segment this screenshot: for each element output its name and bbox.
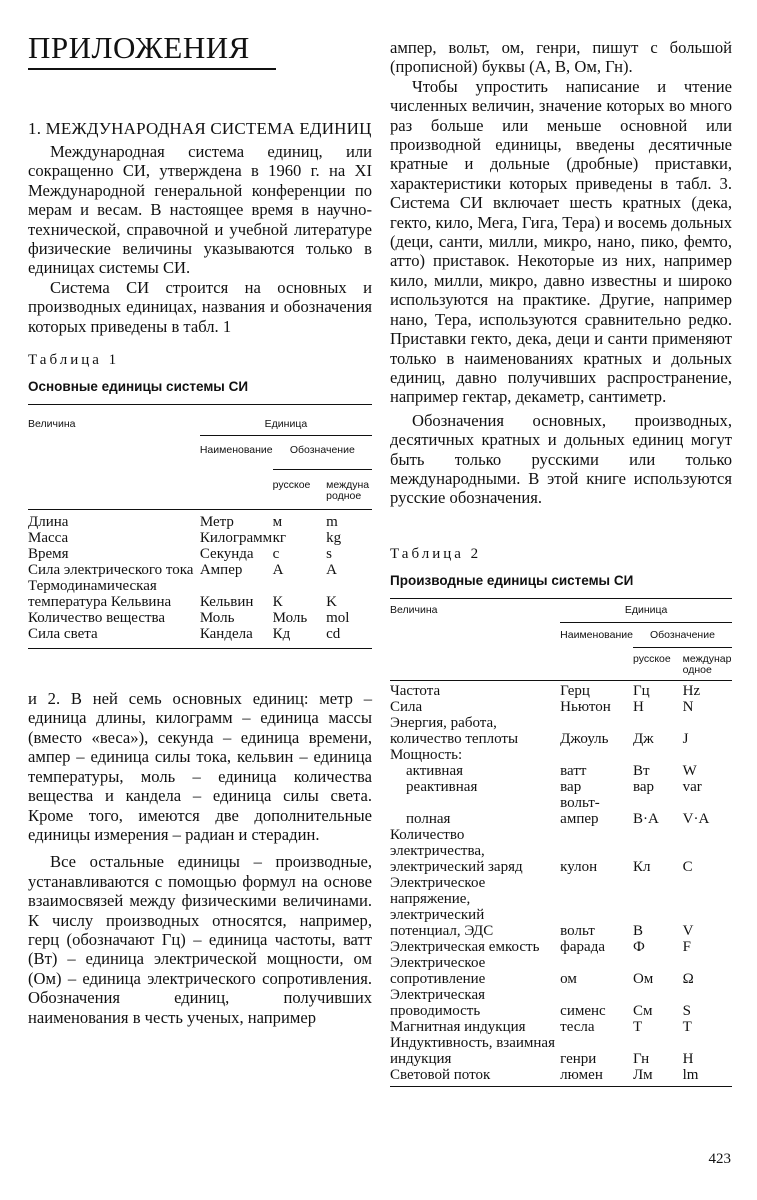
cell-international: Hz [682, 682, 701, 699]
cell-name: кулон [560, 858, 598, 875]
cell-russian: Гц [632, 682, 650, 699]
cell-international [683, 747, 732, 763]
cell-name: Килограмм [199, 530, 273, 547]
paragraph-6: Чтобы упростить написание и чтение численных величин, значение которых во много раз больше или меньше основной или производной единицы, введены десятичные кратные и дольные (дробные) приставки, характеристики которых приведены в табл. 3. Система СИ включает шесть кратных (дека, гекто, кило, Мега, Гига, Тера) и восемь дольных (деци, санти, милли, микро, нано, пико, фемто, атто) приставок. Некоторые из них, например кило, милли, микро, давно известны и широко используются на практике. Другие, например нано, Тера, используются сравнительно редко. Приставки гекто, дека, деци и санти применяют только в наименованиях кратных и дольных единиц, давно получивших распространение, например гектар, декаметр, сантиметр. [390, 76, 732, 407]
cell-russian: Ом [632, 970, 654, 987]
cell-russian: Кд [272, 626, 291, 643]
cell-name: фарада [560, 938, 605, 955]
cell-russian: Моль [272, 610, 308, 627]
right-column [390, 38, 732, 1087]
cell-russian: Дж [632, 730, 654, 747]
table2-header-international: международное [682, 652, 732, 676]
cell-international: V·A [682, 810, 710, 827]
cell-quantity: Электрическое сопротивление [390, 954, 486, 987]
cell-russian: Кл [632, 858, 651, 875]
cell-russian: В [632, 922, 643, 939]
title-underline [28, 68, 276, 70]
cell-russian: См [632, 1002, 653, 1019]
paragraph-2: Система СИ строится на основных и производных единицах, названия и обозначения которых приведены в табл. 1 [28, 277, 372, 336]
page-title: ПРИЛОЖЕНИЯ [28, 30, 250, 65]
table-row [390, 987, 732, 1019]
cell-quantity: Электрическое напряжение, электрический потенциал, ЭДС [390, 874, 494, 939]
table-row [28, 562, 372, 578]
cell-name: Кельвин [199, 594, 254, 611]
cell-name: генри [560, 1050, 597, 1067]
cell-international: cd [326, 626, 341, 643]
table1-title: Основные единицы системы СИ [28, 379, 249, 395]
cell-russian: м [272, 514, 283, 531]
table-row [28, 626, 372, 642]
paragraph-4: Все остальные единицы – производные, устанавливаются с помощью формул на основе взаимосвязей между физическими величинами. К числу производных относятся, например, герц (обозначают Гц) – единица частоты, ватт (Вт) – единица электрической мощности, ом (Ом) – единица электрического сопротивления. Обозначения единиц, получивших наименования в честь ученых, например [28, 852, 372, 1027]
cell-quantity: активная [406, 762, 463, 779]
table2-header-quantity: Величина [390, 603, 438, 616]
cell-name: вар [560, 778, 582, 795]
table-row [390, 779, 732, 795]
cell-quantity: Световой поток [390, 1066, 491, 1083]
cell-quantity: Время [28, 546, 69, 563]
cell-name: тесла [560, 1018, 595, 1035]
table1-caption: Таблица 1 [28, 352, 120, 369]
table-row [390, 939, 732, 955]
cell-name: Секунда [199, 546, 254, 563]
left-column [28, 30, 372, 1027]
table2 [390, 598, 732, 1087]
cell-international: N [682, 698, 694, 715]
table-row [390, 699, 732, 715]
cell-international: T [682, 1018, 692, 1035]
cell-russian: А [272, 562, 284, 579]
cell-russian [633, 747, 683, 763]
cell-russian: Вт [632, 762, 650, 779]
table-row [390, 683, 732, 699]
cell-quantity: Частота [390, 682, 441, 699]
cell-quantity: Мощность: [390, 746, 463, 763]
table-row [28, 610, 372, 626]
cell-quantity: Термодинамическая температура Кельвина [28, 578, 172, 611]
table-row [390, 1035, 732, 1067]
table-row [28, 530, 372, 546]
cell-international: kg [326, 530, 342, 547]
cell-international: S [682, 1002, 691, 1019]
cell-international: W [682, 762, 697, 779]
table-row [390, 875, 732, 939]
cell-name: ватт [560, 762, 587, 779]
cell-quantity: Магнитная индукция [390, 1018, 526, 1035]
cell-russian: Т [632, 1018, 643, 1035]
cell-russian: Лм [632, 1066, 653, 1083]
table2-header-unit: Единица [560, 605, 732, 623]
cell-quantity: Электрическая емкость [390, 938, 540, 955]
page-number: 423 [708, 1151, 731, 1167]
table1-header-unit: Единица [200, 419, 372, 436]
cell-name: сименс [560, 1002, 606, 1019]
cell-international: V [682, 922, 694, 939]
cell-international: mol [326, 610, 350, 627]
cell-russian: К [272, 594, 283, 611]
table2-header-russian: русское [632, 652, 671, 665]
table2-header-symbol: Обозначение [633, 622, 732, 647]
cell-quantity: Электрическая проводимость [390, 986, 486, 1019]
cell-name: вольт [560, 922, 595, 939]
cell-international: J [682, 730, 689, 747]
table2-caption: Таблица 2 [390, 545, 482, 562]
table2-title: Производные единицы системы СИ [390, 572, 634, 588]
cell-international: H [682, 1050, 694, 1067]
cell-russian: Н [632, 698, 644, 715]
cell-name: Герц [560, 682, 590, 699]
table1-header-international: международное [326, 479, 370, 503]
table-row [28, 578, 372, 610]
cell-quantity: Сила электрического тока [28, 562, 194, 579]
paragraph-1: Международная система единиц, или сокращенно СИ, утверждена в 1960 г. на XI Международной генеральной конференции по мерам и весам. В настоящее время в научно-технической, справочной и учебной литературе физические величины указываются только в единицах системы СИ. [28, 142, 372, 278]
table-row [390, 955, 732, 987]
cell-quantity: полная [406, 810, 451, 827]
cell-russian: с [272, 546, 280, 563]
cell-international: C [682, 858, 693, 875]
table1-header-name: Наименование [199, 444, 273, 457]
table-row [390, 795, 732, 827]
cell-name: Ньютон [560, 698, 611, 715]
cell-quantity: Количество вещества [28, 610, 166, 627]
cell-international: Ω [682, 970, 694, 987]
cell-name: Кандела [199, 626, 253, 643]
table-row [390, 715, 732, 747]
table-row [390, 763, 732, 779]
cell-name: люмен [560, 1066, 603, 1083]
cell-name: Метр [199, 514, 234, 531]
cell-quantity: Индуктивность, взаимная индукция [390, 1034, 555, 1067]
cell-russian: вар [632, 778, 655, 795]
cell-quantity: Сила [390, 698, 423, 715]
paragraph-7: Обозначения основных, производных, десятичных кратных и дольных единиц могут быть только русскими или только международными. В этой книге используются русские обозначения. [390, 410, 732, 508]
table-row [390, 1019, 732, 1035]
cell-quantity: Энергия, работа, количество теплоты [390, 714, 519, 747]
paragraph-3: и 2. В ней семь основных единиц: метр – единица длины, килограмм – единица массы (вместо «веса»), секунда – единица времени, ампер – единица силы тока, кельвин – единица температуры, моль – единица количества вещества и кандела – единица силы света. Кроме того, имеются две дополнительные единицы измерения – радиан и стерадин. [28, 689, 372, 844]
cell-international: K [326, 594, 337, 611]
cell-russian: В·А [632, 810, 659, 827]
table-row [390, 1067, 732, 1083]
cell-name: Джоуль [560, 730, 609, 747]
cell-international: lm [682, 1066, 699, 1083]
cell-name: Моль [199, 610, 235, 627]
cell-quantity: Сила света [28, 626, 98, 643]
cell-russian: Ф [632, 938, 645, 955]
cell-name: Ампер [199, 562, 243, 579]
cell-quantity: Количество электричества, электрический заряд [390, 826, 523, 875]
table-row [390, 747, 732, 763]
cell-quantity: Масса [28, 530, 69, 547]
cell-international: s [326, 546, 332, 563]
cell-international: m [326, 514, 338, 531]
table1-header-symbol: Обозначение [273, 436, 372, 470]
cell-name: вольт-ампер [560, 794, 600, 827]
cell-international: F [682, 938, 691, 955]
cell-russian: кг [272, 530, 287, 547]
cell-quantity: реактивная [406, 778, 478, 795]
table2-header-name: Наименование [560, 628, 633, 641]
table-row [28, 514, 372, 530]
cell-name: ом [560, 970, 577, 987]
table1-header-quantity: Величина [28, 418, 76, 431]
table-row [28, 546, 372, 562]
paragraph-5: ампер, вольт, ом, генри, пишут с большой (прописной) буквы (А, В, Ом, Гн). [390, 38, 732, 77]
table1 [28, 404, 372, 649]
cell-international: var [682, 778, 702, 795]
cell-international: A [326, 562, 337, 579]
table1-header-russian: русское [272, 479, 311, 492]
section-title: 1. МЕЖДУНАРОДНАЯ СИСТЕМА ЕДИНИЦ [28, 119, 372, 138]
table-row [390, 827, 732, 875]
cell-name [560, 747, 633, 763]
cell-quantity: Длина [28, 514, 69, 531]
cell-russian: Гн [632, 1050, 650, 1067]
